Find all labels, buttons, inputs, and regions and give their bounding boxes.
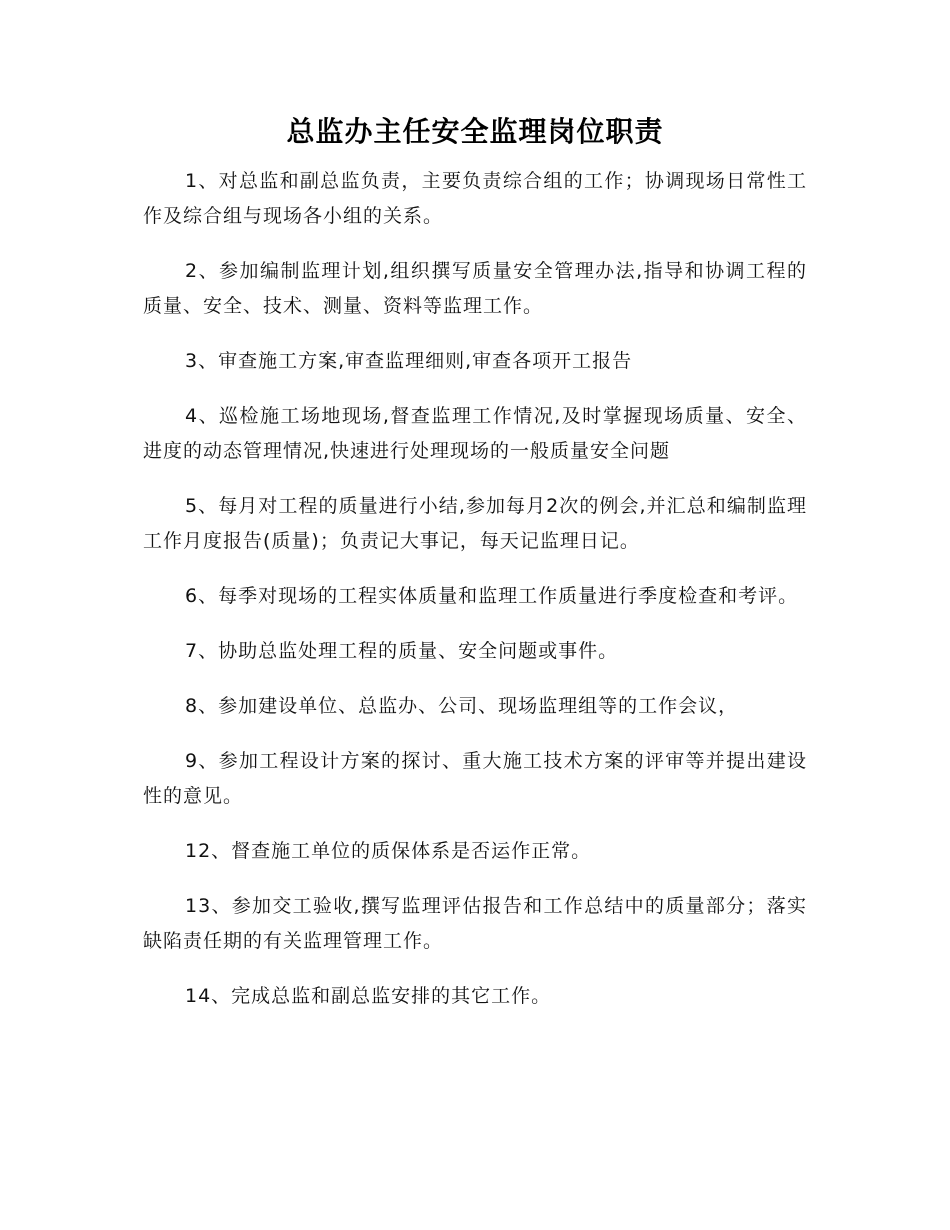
duty-item-3: 3、审查施工方案,审查监理细则,审查各项开工报告 [185,350,633,372]
duty-item-1: 1、对总监和副总监负责，主要负责综合组的工作；协调现场日常性工作及综合组与现场各小组的关系。 [143,170,807,227]
duty-item-14: 14、完成总监和副总监安排的其它工作。 [185,985,552,1007]
document-title: 总监办主任安全监理岗位职责 [286,115,664,148]
duty-item-8: 8、参加建设单位、总监办、公司、现场监理组等的工作会议， [185,695,739,717]
duty-item-6: 6、每季对现场的工程实体质量和监理工作质量进行季度检查和考评。 [185,585,799,607]
duty-item-12: 12、督查施工单位的质保体系是否运作正常。 [185,840,592,862]
duty-item-9: 9、参加工程设计方案的探讨、重大施工技术方案的评审等并提出建设性的意见。 [143,750,807,807]
duty-item-4: 4、巡检施工场地现场,督查监理工作情况,及时掌握现场质量、安全、进度的动态管理情况,快速进行处理现场的一般质量安全问题 [143,405,807,462]
duty-item-13: 13、参加交工验收,撰写监理评估报告和工作总结中的质量部分；落实缺陷责任期的有关监理管理工作。 [143,895,807,952]
document-body [143,164,807,1034]
duty-item-5: 5、每月对工程的质量进行小结,参加每月2次的例会,并汇总和编制监理工作月度报告(质量)；负责记大事记，每天记监理日记。 [143,495,807,552]
duty-item-2: 2、参加编制监理计划,组织撰写质量安全管理办法,指导和协调工程的质量、安全、技术、测量、资料等监理工作。 [143,260,807,317]
duty-item-7: 7、协助总监处理工程的质量、安全问题或事件。 [185,640,619,662]
